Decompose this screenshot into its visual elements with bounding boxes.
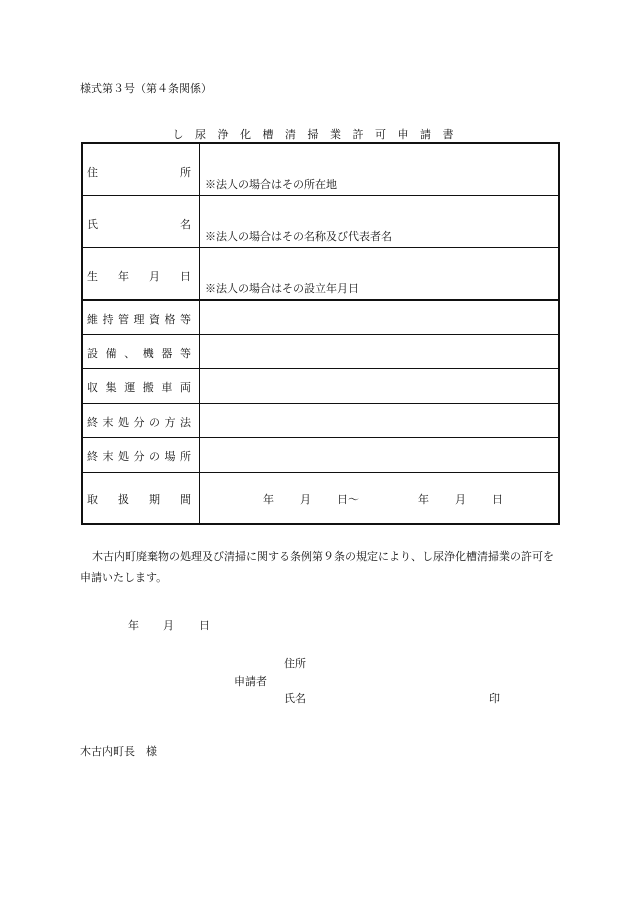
label-disposal-location: 終 末 処 分 の 場 所: [87, 450, 191, 463]
note-birthdate: ※法人の場合はその設立年月日: [205, 282, 359, 295]
document-title: し 尿 浄 化 槽 清 掃 業 許 可 申 請 書: [172, 128, 458, 141]
label-address: 住 所: [87, 166, 191, 179]
applicant-address-label: 住所: [284, 657, 306, 670]
label-disposal-method: 終 末 処 分 の 方 法: [87, 416, 191, 429]
label-cell: [83, 196, 200, 247]
period-start-year: 年: [263, 493, 274, 506]
label-cell: [83, 404, 200, 437]
label-cell: [83, 248, 200, 299]
note-address: ※法人の場合はその所在地: [205, 178, 337, 191]
period-start-day: 日〜: [337, 493, 359, 506]
period-end-month: 月: [455, 493, 466, 506]
row-name: [83, 196, 558, 248]
row-address: [83, 144, 558, 196]
applicant-label: 申請者: [234, 675, 267, 688]
label-qualifications: 維 持 管 理 資 格 等: [87, 313, 191, 326]
label-cell: [83, 473, 200, 523]
label-cell: [83, 335, 200, 368]
application-date-month: 月: [163, 619, 174, 632]
declaration-text: 木古内町廃棄物の処理及び清掃に関する条例第９条の規定により、し尿浄化槽清掃業の許可を申請いたします。: [80, 550, 554, 584]
period-end-year: 年: [418, 493, 429, 506]
label-cell: [83, 144, 200, 195]
period-end-day: 日: [492, 493, 503, 506]
row-disposal-location: [83, 438, 558, 473]
label-cell: [83, 369, 200, 403]
label-handling-period: 取 扱 期 間: [87, 493, 191, 506]
row-qualifications: [83, 301, 558, 335]
label-name: 氏 名: [87, 218, 191, 231]
row-disposal-method: [83, 404, 558, 438]
application-form-table: [81, 142, 560, 525]
row-equipment: [83, 335, 558, 369]
seal-mark: 印: [489, 692, 500, 705]
label-cell: [83, 301, 200, 334]
addressee: 木古内町長 様: [80, 745, 157, 758]
label-cell: [83, 438, 200, 472]
period-start-month: 月: [300, 493, 311, 506]
row-handling-period: [83, 473, 558, 523]
application-date-year: 年: [128, 619, 139, 632]
row-birthdate: [83, 248, 558, 301]
period-field: [200, 491, 558, 507]
note-name: ※法人の場合はその名称及び代表者名: [205, 230, 392, 243]
applicant-name-label: 氏名: [284, 692, 306, 705]
row-vehicles: [83, 369, 558, 404]
label-vehicles: 収 集 運 搬 車 両: [87, 381, 191, 394]
application-date-day: 日: [199, 619, 210, 632]
form-number: 様式第３号（第４条関係）: [80, 82, 212, 95]
label-birthdate: 生 年 月 日: [87, 270, 191, 283]
label-equipment: 設 備 、 機 器 等: [87, 347, 191, 360]
